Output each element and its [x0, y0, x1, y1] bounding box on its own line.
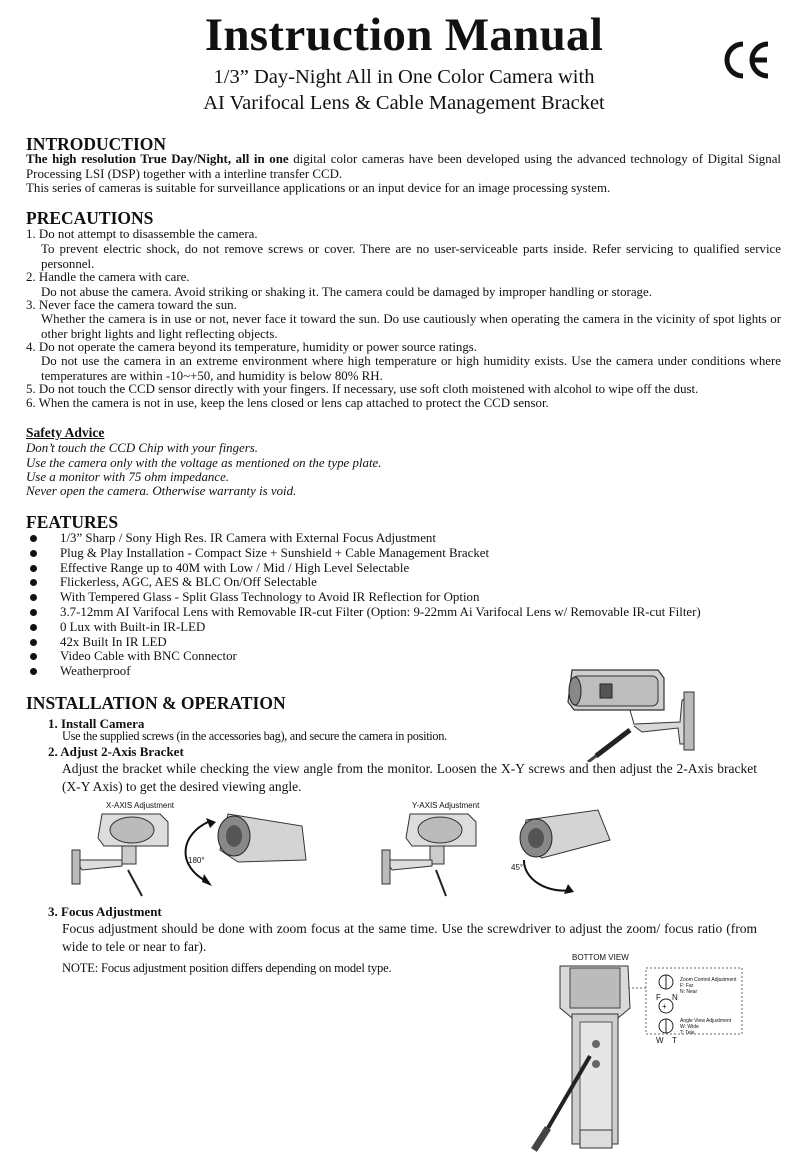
svg-text:F: Far: F: Far	[680, 983, 694, 989]
precaution-4-body: Do not use the camera in an extreme environment where high temperature or high humidity exists. Use the camera under conditions where temperatures are within -10~+50, and humidity is below 80% RH.	[41, 354, 781, 383]
y-axis-label: Y-AXIS Adjustment	[412, 801, 480, 810]
safety-line-2: Use the camera only with the voltage as mentioned on the type plate.	[26, 456, 382, 470]
ce-mark-icon	[716, 30, 776, 90]
introduction-line-2: This series of cameras is suitable for surveillance applications or an input device for an image processing system.	[26, 181, 611, 195]
precaution-4-title: 4. Do not operate the camera beyond its temperature, humidity or power source ratings.	[26, 340, 478, 354]
svg-text:Angle View Adjustment: Angle View Adjustment	[680, 1018, 732, 1024]
focus-note: NOTE: Focus adjustment position differs depending on model type.	[62, 961, 392, 975]
precaution-3-title: 3. Never face the camera toward the sun.	[26, 298, 237, 312]
x-axis-label: X-AXIS Adjustment	[106, 801, 175, 810]
x-axis-figure	[66, 800, 316, 900]
step-1-body: Use the supplied screws (in the accessories bag), and secure the camera in position.	[62, 729, 447, 743]
svg-text:+: +	[662, 1002, 667, 1011]
precaution-6: 6. When the camera is not in use, keep the lens closed or lens cap attached to protect the CCD sensor.	[26, 396, 549, 410]
precaution-2-body: Do not abuse the camera. Avoid striking or shaking it. The camera could be damaged by improper handling or storage.	[41, 285, 652, 299]
step-3-title: 3. Focus Adjustment	[48, 904, 162, 919]
bottom-view-figure	[520, 948, 750, 1153]
bullet-icon	[30, 535, 37, 542]
precaution-1-title: 1. Do not attempt to disassemble the camera.	[26, 227, 258, 241]
safety-heading: Safety Advice	[26, 425, 105, 440]
step-3-body: Focus adjustment should be done with zoom focus at the same time. Use the screwdriver to adjust the zoom/ focus ratio (from wide to tele or near to far).	[62, 921, 757, 954]
bullet-icon	[30, 565, 37, 572]
installation-heading: INSTALLATION & OPERATION	[26, 693, 286, 713]
bullet-icon	[30, 624, 37, 631]
precaution-1-body: To prevent electric shock, do not remove screws or cover. There are no user-serviceable parts inside. Refer servicing to qualified service personnel.	[41, 242, 781, 271]
bottom-view-label: BOTTOM VIEW	[572, 953, 629, 962]
svg-text:T: Tele: T: Tele	[680, 1030, 695, 1036]
precautions-heading: PRECAUTIONS	[26, 208, 154, 228]
step-2-body: Adjust the bracket while checking the view angle from the monitor. Loosen the X-Y screws and then adjust the 2-Axis bracket (X-Y Axis) to get the desired viewing angle.	[62, 761, 757, 794]
manual-page: Instruction Manual 1/3” Day-Night All in One Color Camera with AI Varifocal Lens & Cable Management Bracket INTRODUCTION The high resolution True Day/Night, all in one digital color cameras have been developed using the advanced technology of Digital Signal Processing LSI (DSP) together with a interline transfer CCD. This series of cameras is suitable for surveillance applications or an input device for an image processing system. PRECAUTIONS 1. Do not attempt to disassemble the camera. To prevent electric shock, do not remove screws or cover. There are no user-serviceable parts inside. Refer servicing to qualified service personnel. 2. Handle the camera with care. Do not abuse the camera. Avoid striking or shaking it. The camera could be damaged by improper handling or storage. 3. Never face the camera toward the sun. Whether the camera is in use or not, never face it toward the sun. Do use cautiously when operating the camera in the vicinity of spot lights or other bright lights and light reflecting objects. 4. Do not operate the camera beyond its temperature, humidity or power source ratings. Do not use the camera in an extreme environment where high temperature or high humidity exists. Use the camera under conditions where temperatures are within -10~+50, and humidity is below 80% RH. 5. Do not touch the CCD sensor directly with your fingers. If necessary, use soft cloth moistened with alcohol to wipe off the dust. 6. When the camera is not in use, keep the lens closed or lens cap attached to protect the CCD sensor. Safety Advice Don’t touch the CCD Chip with your fingers. Use the camera only with the voltage as mentioned on the type plate. Use a monitor with 75 ohm impedance. Never open the camera. Otherwise warranty is void. FEATURES 1/3” Sharp / Sony High Res. IR Camera with External Focus Adjustment Plug & Play Installation - Compact Size + Sunshield + Cable Management Bracket Effective Range up to 40M with Low / Mid / High Level Selectable Flickerless, AGC, AES & BLC On/Off Selectable With Tempered Glass - Split Glass Technology to Avoid IR Reflection for Option 3.7-12mm AI Varifocal Lens with Removable IR-cut Filter (Option: 9-22mm Ai Varifocal Lens w/ Removable IR-cut Filter) 0 Lux with Built-in IR-LED 42x Built In IR LED Video Cable with BNC Connector Weatherproof INSTALLATION & OPERATION 1. Install Camera Use the supplied screws (in the accessories bag), and secure the camera in position. 2. Adjust 2-Axis Bracket Adjust the bracket while checking the view angle from the monitor. Loosen the X-Y screws and then adjust the 2-Axis bracket (X-Y Axis) to get the desired viewing angle. X-AXIS Adjustment 180° Y-AXIS Adjustment 45° 3. Focus Adjustment Focus adjustment should be done with zoom focus at the same time. Use the screwdriver to adjust the zoom/ focus ratio (from wide to tele or near to far). NOTE: Focus adjustment position differs depending on model type. BOTTOM VIEW F N + W T Zoom Control Adjustment F: Far N: Near Angle View Adjustment W: Wide T: Tele	[0, 0, 808, 1155]
svg-text:W: Wide: W: Wide	[680, 1024, 699, 1030]
x-angle-label: 180°	[188, 856, 205, 865]
introduction-lead: The high resolution True Day/Night, all in one	[26, 152, 289, 166]
bullet-icon	[30, 639, 37, 646]
camera-bracket-illustration	[560, 662, 710, 762]
bullet-icon	[30, 609, 37, 616]
subtitle-line-1: 1/3” Day-Night All in One Color Camera with	[213, 66, 595, 88]
safety-line-4: Never open the camera. Otherwise warranty is void.	[26, 484, 297, 498]
page-title: Instruction Manual	[204, 9, 604, 61]
y-axis-figure	[376, 800, 626, 900]
precaution-5: 5. Do not touch the CCD sensor directly with your fingers. If necessary, use soft cloth moistened with alcohol to wipe off the dust.	[26, 382, 699, 396]
safety-line-3: Use a monitor with 75 ohm impedance.	[26, 470, 230, 484]
y-angle-label: 45°	[511, 863, 524, 872]
svg-text:N: Near: N: Near	[680, 989, 698, 995]
precaution-2-title: 2. Handle the camera with care.	[26, 270, 190, 284]
bullet-icon	[30, 653, 37, 660]
step-1-title: 1. Install Camera	[48, 716, 145, 731]
subtitle-line-2: AI Varifocal Lens & Cable Management Bracket	[203, 92, 605, 114]
safety-line-1: Don’t touch the CCD Chip with your fingers.	[26, 441, 259, 455]
svg-text:Zoom Control Adjustment: Zoom Control Adjustment	[680, 977, 737, 983]
svg-text:F: F	[656, 993, 661, 1002]
step-2-title: 2. Adjust 2-Axis Bracket	[48, 744, 184, 759]
introduction-paragraph	[26, 152, 781, 182]
bullet-icon	[30, 579, 37, 586]
precaution-3-body: Whether the camera is in use or not, never face it toward the sun. Do use cautiously when operating the camera in the vicinity of spot lights or other bright lights and light reflecting objects.	[41, 312, 781, 341]
svg-text:N: N	[672, 993, 678, 1002]
svg-text:T: T	[672, 1036, 677, 1045]
svg-text:W: W	[656, 1036, 664, 1045]
bullet-icon	[30, 594, 37, 601]
bullet-icon	[30, 668, 37, 675]
bullet-icon	[30, 550, 37, 557]
features-heading: FEATURES	[26, 512, 119, 532]
introduction-body: digital color cameras have been developed using the advanced technology of Digital Signal Processing LSI (DSP) together with a interline transfer CCD.	[26, 152, 781, 181]
introduction-heading: INTRODUCTION	[26, 134, 167, 154]
